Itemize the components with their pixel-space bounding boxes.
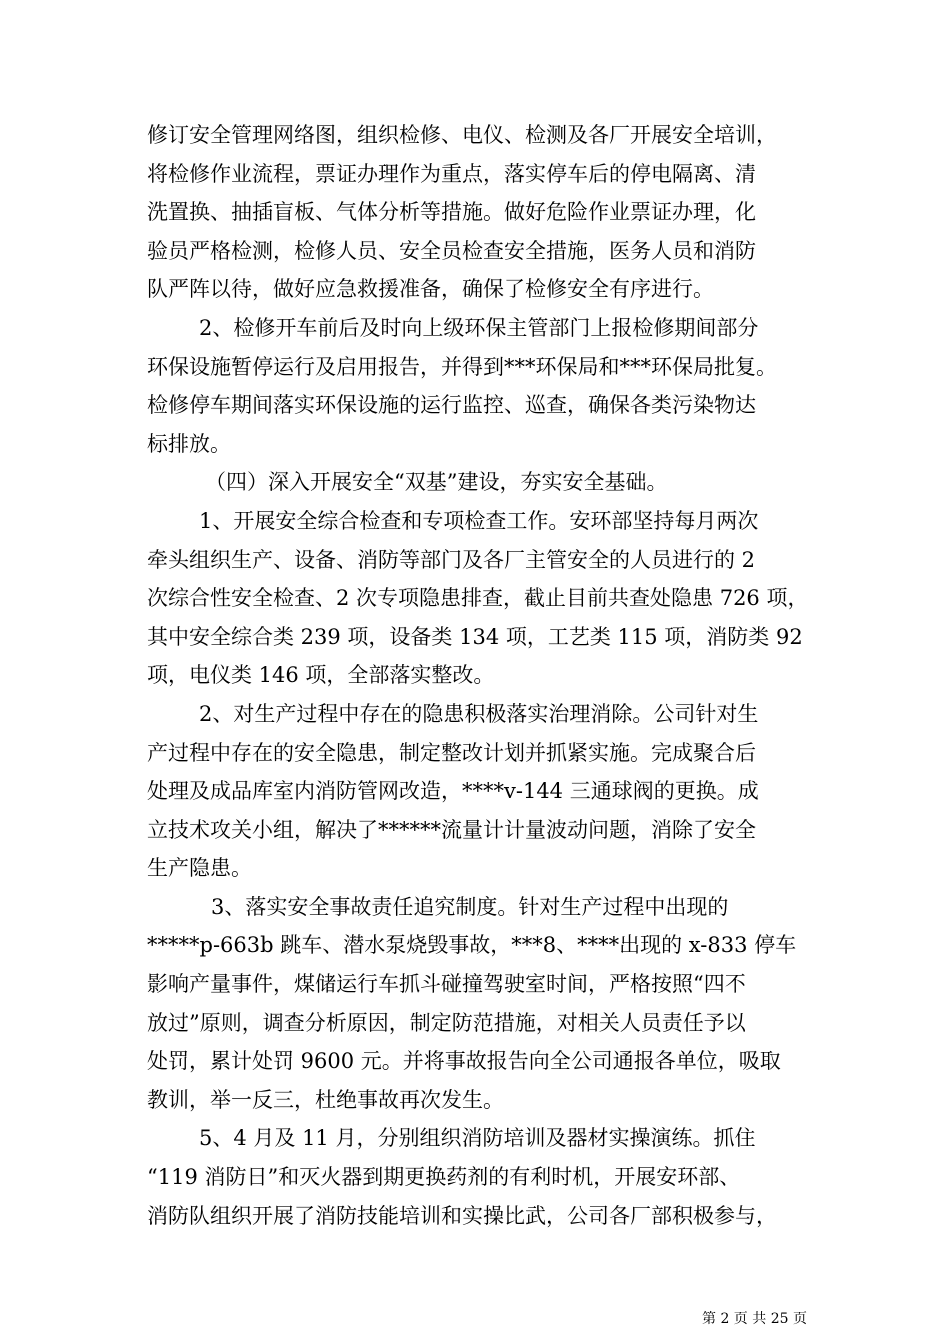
text-line: *****p-663b 跳车、潜水泵烧毁事故，***8、****出现的 x-833 停车	[147, 933, 797, 958]
text-line: 产过程中存在的安全隐患，制定整改计划并抓紧实施。完成聚合后	[147, 740, 756, 765]
body-text	[147, 116, 807, 1235]
text-line: 洗置换、抽插盲板、气体分析等措施。做好危险作业票证办理，化	[147, 200, 756, 225]
text-line: 处理及成品库室内消防管网改造，****v-144 三通球阀的更换。成	[147, 779, 759, 804]
text-line: 消防队组织开展了消防技能培训和实操比武，公司各厂部积极参与，	[147, 1203, 777, 1228]
text-line: 2、对生产过程中存在的隐患积极落实治理消除。公司针对生	[199, 701, 759, 726]
text-line: 其中安全综合类 239 项，设备类 134 项，工艺类 115 项，消防类 92	[147, 624, 803, 649]
text-line: 将检修作业流程，票证办理作为重点，落实停车后的停电隔离、清	[147, 161, 756, 186]
text-line: 次综合性安全检查、2 次专项隐患排查，截止目前共查处隐患 726 项，	[147, 586, 809, 611]
text-line: 环保设施暂停运行及启用报告，并得到***环保局和***环保局批复。	[147, 354, 777, 379]
text-line: 检修停车期间落实环保设施的运行监控、巡查，确保各类污染物达	[147, 393, 756, 418]
text-line: 影响产量事件，煤储运行车抓斗碰撞驾驶室时间，严格按照“四不	[147, 972, 746, 997]
text-line: 验员严格检测，检修人员、安全员检查安全措施，医务人员和消防	[147, 238, 756, 263]
section-heading: （四）深入开展安全“双基”建设，夯实安全基础。	[205, 470, 668, 495]
text-line: 生产隐患。	[147, 856, 252, 881]
text-line: 处罚，累计处罚 9600 元。并将事故报告向全公司通报各单位，吸取	[147, 1049, 781, 1074]
text-line: 标排放。	[147, 431, 231, 456]
text-line: 教训，举一反三，杜绝事故再次发生。	[147, 1087, 504, 1112]
text-line: 立技术攻关小组，解决了******流量计计量波动问题，消除了安全	[147, 817, 756, 842]
text-line: 1、开展安全综合检查和专项检查工作。安环部坚持每月两次	[199, 508, 759, 533]
text-line: 5、4 月及 11 月，分别组织消防培训及器材实操演练。抓住	[199, 1126, 756, 1151]
text-line: 2、检修开车前后及时向上级环保主管部门上报检修期间部分	[199, 315, 759, 340]
text-line: “119 消防日”和灭火器到期更换药剂的有利时机，开展安环部、	[147, 1165, 741, 1190]
text-line: 项，电仪类 146 项，全部落实整改。	[147, 663, 495, 688]
text-line: 牵头组织生产、设备、消防等部门及各厂主管安全的人员进行的 2	[147, 547, 756, 572]
text-line: 队严阵以待，做好应急救援准备，确保了检修安全有序进行。	[147, 277, 714, 302]
text-line: 3、落实安全事故责任追究制度。针对生产过程中出现的	[211, 894, 729, 919]
text-line: 修订安全管理网络图，组织检修、电仪、检测及各厂开展安全培训，	[147, 123, 777, 147]
page-number: 第 2 页 共 25 页	[702, 1311, 807, 1327]
text-line: 放过”原则，调查分析原因，制定防范措施，对相关人员责任予以	[147, 1010, 746, 1035]
